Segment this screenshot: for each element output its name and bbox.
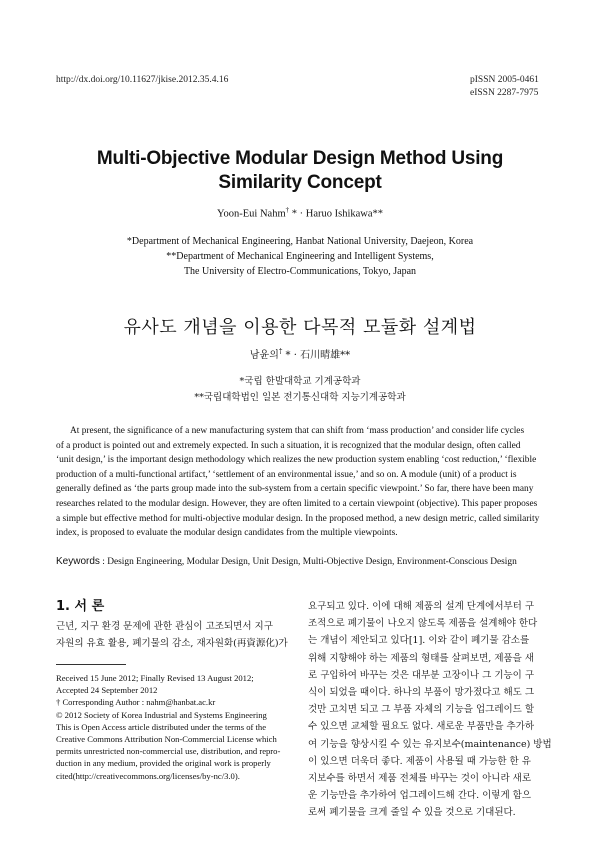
korean-title: 유사도 개념을 이용한 다목적 모듈화 설계법 [123,317,477,338]
copyright: © 2012 Society of Korea Industrial and Systems Engineering [56,709,267,720]
keywords [56,556,548,567]
body-line: 운 기능만을 추가하여 업그레이드해 간다. 이렇게 함으 [308,790,532,802]
korean-author-1: 남윤의 [249,350,279,361]
korean-affiliation-2: **국립대학법인 일본 전기통신대학 지능기계공학과 [194,392,406,403]
abstract-line: At present, the significance of a new manufacturing system that can shift from ‘mass production’ and consider life cycles [70,426,525,436]
corresponding-mark: † [285,206,290,214]
license-line: duction in any medium, provided the original work is properly [56,758,271,769]
abstract [56,424,548,541]
korean-authors [0,346,600,361]
body-line: 식이 되었을 때이다. 하나의 부품이 망가졌다고 해도 그 [308,687,535,699]
body-line: 자원의 유효 활용, 폐기물의 감소, 재자원화(再資源化)가 [56,638,288,650]
corresponding-author [56,696,296,708]
body-line: 위해 지향해야 하는 제품의 형태를 살펴보면, 제품을 새 [308,652,535,664]
abstract-line: ‘unit design,’ is the important design methodology which realizes the new production system enabling ‘cost reduction,’ ‘flexible [56,455,537,466]
affiliation-3: The University of Electro-Communications, Tokyo, Japan [183,266,417,277]
authors [0,206,600,220]
author-rest: * · Haruo Ishikawa** [289,208,384,220]
body-line: 수 있으면 교체할 필요도 없다. 새로운 부품만을 추가하 [308,721,535,733]
abstract-line: a simple but effective method for multi-objective modular design. In the proposed method, a new design metric, called similarity [56,513,540,524]
footnote-divider [56,664,126,665]
license-line: This is Open Access article distributed under the terms of the [56,721,267,732]
abstract-line: production of a multi-functional artifact,’ ‘settlement of an environmental issue,’ and so on. A module (unit) of a product is [56,469,517,480]
right-column-body [308,598,552,822]
paper-title-line2: Similarity Concept [218,172,382,193]
abstract-line: generally defined as ‘the parts group made into the sub-system from a certain specific viewpoint.’ So far, there have been many [56,484,534,495]
doi-link[interactable]: http://dx.doi.org/10.11627/jkise.2012.35.4.16 [56,75,229,85]
affiliation-2: **Department of Mechanical Engineering and Intelligent Systems, [166,251,434,262]
received-date: Received 15 June 2012; Finally Revised 13 August 2012; [56,673,254,683]
pissn: pISSN 2005-0461 [470,75,539,85]
body-line: 로 구입하여 바꾸는 것은 대부분 고장이나 그 기능이 구 [308,669,535,681]
body-line: 여 기능을 향상시킬 수 있는 유지보수(maintenance) 방법 [308,738,552,750]
body-line: 는 개념이 제안되고 있다[1]. 이와 같이 폐기물 감소를 [308,635,530,647]
korean-affiliation-1: *국립 한발대학교 기계공학과 [239,376,361,387]
left-column-body [56,618,292,652]
section-heading: 1. 서 론 [56,599,105,614]
body-line: 조적으로 폐기물이 나오지 않도록 제품을 설계해야 한다 [308,618,538,630]
affiliation-1: *Department of Mechanical Engineering, Hanbat National University, Daejeon, Korea [126,236,474,247]
body-line: 로써 폐기물을 크게 줄일 수 있을 것으로 기대된다. [308,807,516,819]
body-line: 근년, 지구 환경 문제에 관한 관심이 고조되면서 지구 [56,621,273,632]
korean-corresponding-mark: † [278,347,283,356]
license-line: Creative Commons Attribution Non-Commercial License which [56,734,277,745]
abstract-line: index, is proposed to evaluate the modular design candidates from the multiple viewpoints. [56,528,398,539]
body-line: 것만 고치면 되고 그 부품 자체의 기능을 업그레이드 할 [308,704,535,716]
keywords-label: Keywords [56,556,100,567]
accepted-date: Accepted 24 September 2012 [56,685,158,696]
corresponding-text: Corresponding Author : nahm@hanbat.ac.kr [60,697,216,708]
keywords-text: : Design Engineering, Modular Design, Unit Design, Multi-Objective Design, Environment-Conscious Design [99,557,517,567]
eissn: eISSN 2287-7975 [470,88,539,98]
dagger-mark: † [56,697,61,708]
korean-author-rest: * · 石川晴雄** [282,350,351,361]
abstract-line: of a product is pointed out and extremely expected. In such a situation, it is recognized that the modular design, often called [56,440,521,451]
footnotes [56,672,296,782]
body-line: 이 있으면 더욱더 좋다. 제품이 사용될 때 가능한 한 유 [308,755,531,767]
paper-title-line1: Multi-Objective Modular Design Method Using [96,148,504,169]
license-line: cited(http://creativecommons.org/licenses/by-nc/3.0). [56,770,240,781]
license-line: permits unrestricted non-commercial use, distribution, and repro- [56,746,281,757]
author-1: Yoon-Eui Nahm [216,208,286,220]
abstract-line: researches related to the modular design. However, they are often limited to a certain viewpoint (objective). This paper proposes [56,498,538,509]
body-line: 요구되고 있다. 이에 대해 제품의 설계 단계에서부터 구 [308,601,535,612]
body-line: 지보수를 하면서 제품 전체를 바꾸는 것이 아니라 새로 [308,773,532,785]
